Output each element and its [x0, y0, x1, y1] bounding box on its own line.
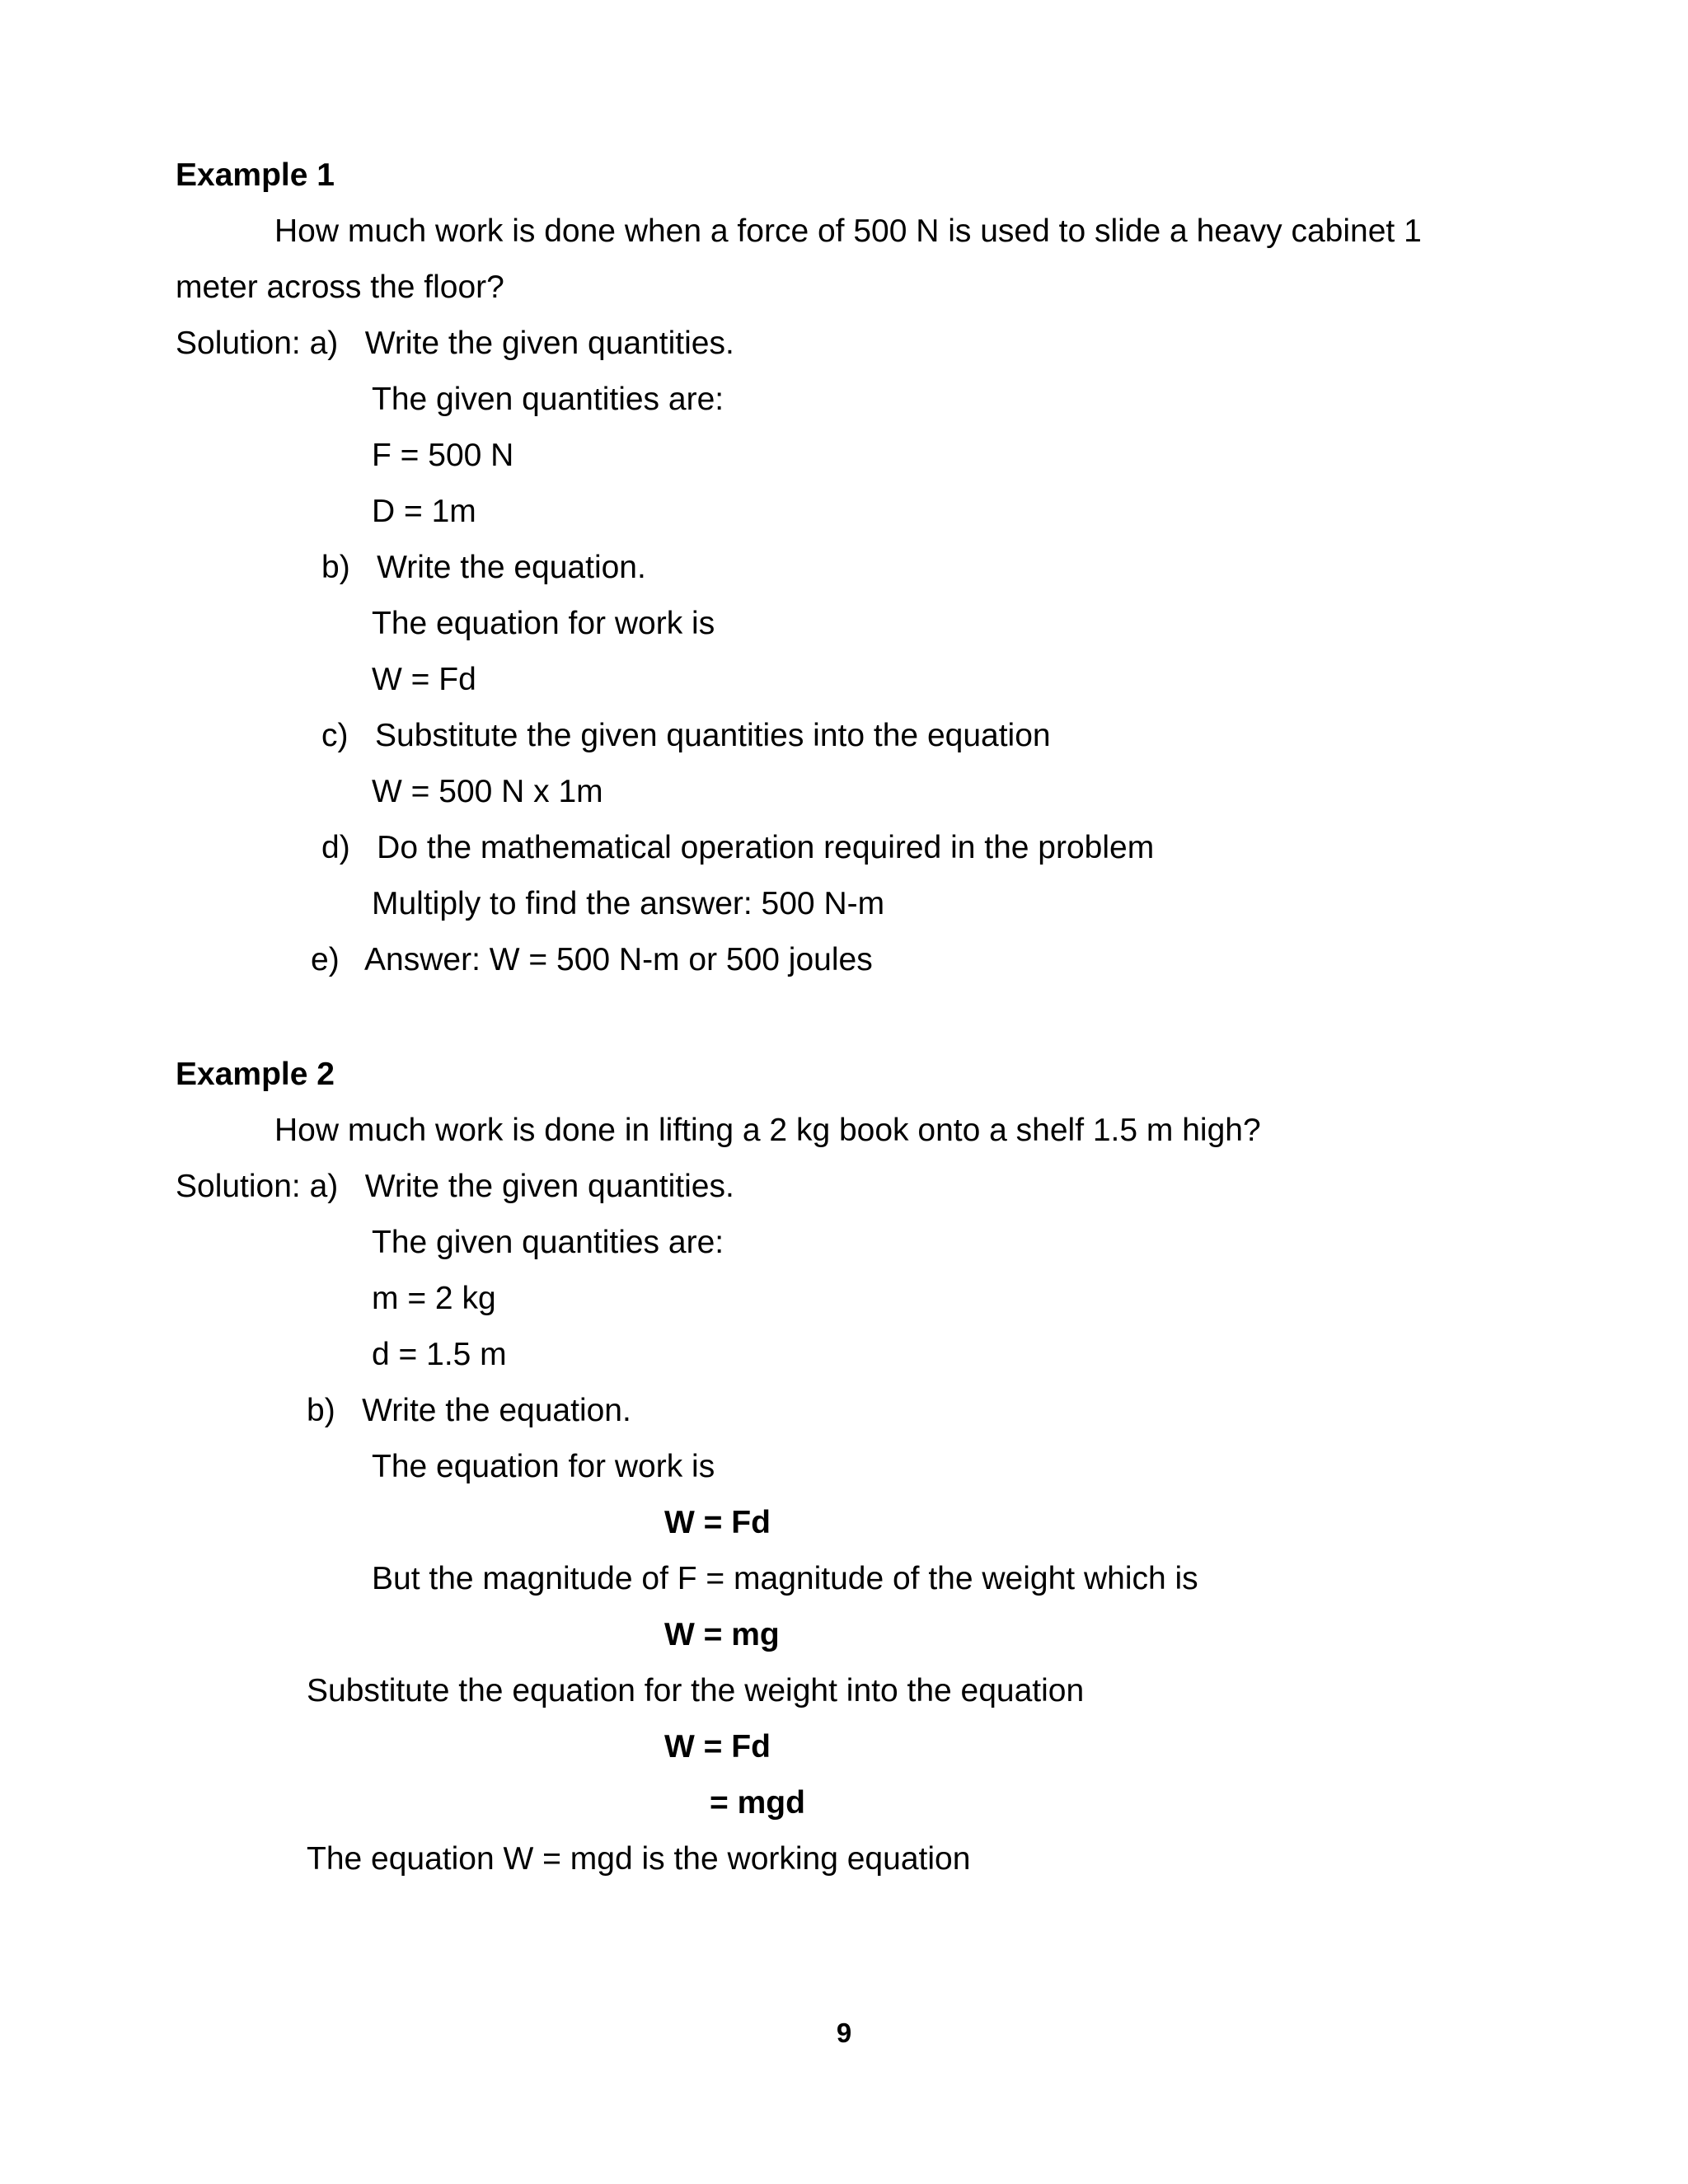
example2-magnitude-text: But the magnitude of F = magnitude of the weight which is — [372, 1561, 1198, 1596]
example1-step-c: c) Substitute the given quantities into the equation — [321, 718, 1051, 753]
example2-given-distance: d = 1.5 m — [372, 1337, 507, 1372]
example2-step-a: Solution: a) Write the given quantities. — [176, 1169, 734, 1204]
example2-equation-work-2: W = Fd — [664, 1729, 771, 1765]
example1-step-a: Solution: a) Write the given quantities. — [176, 326, 734, 361]
example1-step-b: b) Write the equation. — [321, 550, 646, 585]
example2-step-b: b) Write the equation. — [307, 1393, 631, 1428]
example2-equation-intro: The equation for work is — [372, 1449, 715, 1484]
example2-working-text: The equation W = mgd is the working equation — [307, 1841, 971, 1877]
example1-question-line1: How much work is done when a force of 500 N is used to slide a heavy cabinet 1 — [274, 213, 1422, 249]
example1-equation: W = Fd — [372, 662, 476, 697]
example2-heading: Example 2 — [176, 1057, 335, 1092]
example1-step-d: d) Do the mathematical operation required in the problem — [321, 830, 1155, 865]
page-number: 9 — [836, 2018, 852, 2048]
example1-step-e: e) Answer: W = 500 N-m or 500 joules — [311, 942, 873, 977]
example2-equation-mgd: = mgd — [710, 1785, 805, 1821]
example2-equation-weight: W = mg — [664, 1617, 780, 1652]
example2-substitute-text: Substitute the equation for the weight into the equation — [307, 1673, 1085, 1708]
example2-equation-work: W = Fd — [664, 1505, 771, 1540]
example1-given-intro: The given quantities are: — [372, 382, 724, 417]
example1-heading: Example 1 — [176, 157, 335, 193]
example1-given-force: F = 500 N — [372, 438, 514, 473]
example1-substitution: W = 500 N x 1m — [372, 774, 603, 809]
example1-equation-intro: The equation for work is — [372, 606, 715, 641]
example2-question: How much work is done in lifting a 2 kg book onto a shelf 1.5 m high? — [274, 1113, 1261, 1148]
example2-given-mass: m = 2 kg — [372, 1281, 496, 1316]
example2-given-intro: The given quantities are: — [372, 1225, 724, 1260]
example1-multiply: Multiply to find the answer: 500 N-m — [372, 886, 885, 921]
example1-given-distance: D = 1m — [372, 494, 476, 529]
example1-question-line2: meter across the floor? — [176, 269, 504, 305]
